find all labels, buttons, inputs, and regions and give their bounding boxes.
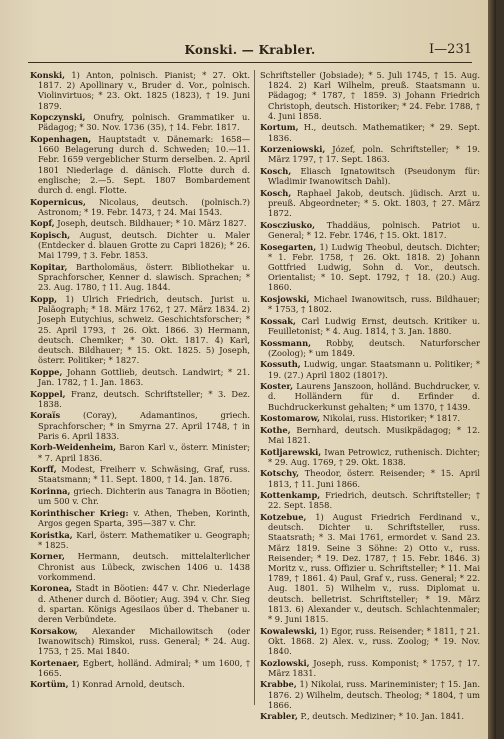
entry-text: H., deutsch. Mathematiker; * 29. Sept. 1836. xyxy=(268,122,480,143)
entry-text: Raphael Jakob, deutsch. jüdisch. Arzt u. preuß. Abgeordneter; * 5. Okt. 1803, † 27. März 1872. xyxy=(268,187,480,219)
entry-text: Iwan Petrowicz, ruthenisch. Dichter; * 29. Aug. 1769, † 29. Okt. 1838. xyxy=(268,446,480,467)
entry-text: Modest, Freiherr v. Schwäsing, Graf, russ. Staatsmann; * 11. Sept. 1800, † 14. Jan. 1876. xyxy=(38,464,250,485)
dictionary-entry xyxy=(30,70,250,111)
dictionary-entry xyxy=(30,508,250,528)
dictionary-entry xyxy=(30,262,250,293)
entry-text: 1) Ludwig Theobul, deutsch. Dichter; * 1. Febr. 1758, † 26. Okt. 1818. 2) Johann Gottfried Ludwig, Sohn d. Vor., deutsch. Orientalist; * 10. Sept. 1792, † 18. (20.) Aug. 1860. xyxy=(268,241,480,293)
dictionary-entry xyxy=(260,413,480,423)
entry-text: Baron Karl v., österr. Minister; * 7. April 1836. xyxy=(38,442,250,463)
entry-text: August, deutsch. Dichter u. Maler (Entdecker d. blauen Grotte zu Capri 1826); * 26. Mai 1799, † 3. Febr. 1853. xyxy=(38,230,250,261)
entry-headword: Kozlowski, xyxy=(260,657,310,668)
dictionary-entry xyxy=(30,551,250,582)
dictionary-entry xyxy=(260,447,480,467)
right-column xyxy=(260,70,480,722)
dictionary-entry xyxy=(260,658,480,678)
entry-text: Bartholomäus, österr. Bibliothekar u. Sprachforscher, Kenner d. slawisch. Sprachen; * 23. Aug. 1780, † 11. Aug. 1844. xyxy=(38,262,250,293)
entry-text: P., deutsch. Mediziner; * 10. Jan. 1841. xyxy=(297,711,465,722)
entry-headword: Krabbe, xyxy=(260,679,297,690)
entry-headword: Kossuth, xyxy=(260,359,301,370)
entry-headword: Korb-Weidenheim, xyxy=(30,442,117,453)
entry-text: Laurens Janszoon, holländ. Buchdrucker, v. d. Holländern für d. Erfinder d. Buchdruckerkunst gehalten; * um 1370, † 1439. xyxy=(268,381,480,412)
entry-headword: Kopf, xyxy=(30,218,55,229)
entry-text: Ludwig, ungar. Staatsmann u. Politiker; * 19. (27.) April 1802 (1801?). xyxy=(268,359,480,380)
dictionary-entry xyxy=(260,359,480,379)
entry-text: 1) Anton, polnisch. Pianist; * 27. Okt. 1817. 2) Apollinary v., Bruder d. Vor., polnisch. Violinvirtuos; * 23. Okt. 1825 (1823), † 19. Juni 1879. xyxy=(38,70,250,111)
dictionary-entry xyxy=(260,294,480,314)
entry-text: griech. Dichterin aus Tanagra in Böotien; um 500 v. Chr. xyxy=(38,486,250,507)
entry-headword: Kopenhagen, xyxy=(30,134,92,144)
dictionary-entry xyxy=(30,658,250,678)
dictionary-entry xyxy=(30,626,250,657)
entry-headword: Koscziusko, xyxy=(260,219,316,230)
entry-text: Friedrich, deutsch. Schriftsteller; † 22. Sept. 1858. xyxy=(268,490,480,511)
entry-text: Egbert, holländ. Admiral; * um 1600, † 1665. xyxy=(38,657,250,678)
entry-headword: Kostomarow, xyxy=(260,413,321,424)
entry-text: Nicolaus, deutsch. (polnisch.?) Astronom; * 19. Febr. 1473, † 24. Mai 1543. xyxy=(38,196,250,217)
dictionary-entry xyxy=(260,338,480,358)
entry-headword: Kotschy, xyxy=(260,468,300,479)
entry-text: Robby, deutsch. Naturforscher (Zoolog); * um 1849. xyxy=(268,337,480,358)
entry-headword: Kortüm, xyxy=(30,679,69,690)
dictionary-entry xyxy=(260,122,480,142)
dictionary-entry xyxy=(30,442,250,462)
entry-headword: Krabler, xyxy=(260,711,298,722)
dictionary-entry xyxy=(30,530,250,550)
entry-headword: Koronea, xyxy=(30,583,73,594)
entry-text: 1) August Friedrich Ferdinand v., deutsch. Dichter u. Schriftsteller, russ. Staatsrath; * 3. Mai 1761, ermordet v. Sand 23. März 1819. Seine 3 Söhne: 2) Otto v., russ. Reisender; * 19. Dez. 1787, † 15. Febr. 1846. 3) Moritz v., russ. Offizier u. Schriftsteller; * 11. Mai 1789, † 1861. 4) Paul, Graf v., russ. General; * 22. Aug. 1801. 5) Wilhelm v., russ. Diplomat u. deutsch. belletrist. Schriftsteller; * 19. März 1813. 6) Alexander v., deutsch. Schlachtenmaler; * 9. Juni 1815. xyxy=(268,511,480,624)
entry-headword: Kopczynski, xyxy=(30,112,86,123)
column-divider xyxy=(254,70,255,705)
dictionary-entry xyxy=(260,468,480,488)
dictionary-entry xyxy=(260,711,480,721)
entry-headword: Konski, xyxy=(30,70,66,80)
entry-headword: Kosjowski, xyxy=(260,294,310,304)
dictionary-entry xyxy=(30,230,250,261)
dictionary-entry xyxy=(260,242,480,293)
entry-headword: Kossmann, xyxy=(260,337,312,348)
entry-text: Michael Iwanowitsch, russ. Bildhauer; * 1753, † 1802. xyxy=(268,294,480,315)
dictionary-entry xyxy=(260,679,480,710)
entry-text: Nikolai, russ. Historiker; * 1817. xyxy=(320,413,461,424)
entry-text: 1) Ulrich Friedrich, deutsch. Jurist u. Paläograph; * 18. März 1762, † 27. März 1834. 2) Joseph Eutychius, schweiz. Geschichtsforscher; * 25. April 1793, † 26. Okt. 1866. 3) Hermann, deutsch. Chemiker; * 30. Okt. 1817. 4) Karl, deutsch. Bildhauer; * 15. Okt. 1825. 5) Joseph, österr. Politiker; * 1827. xyxy=(38,294,250,366)
page-header xyxy=(28,40,472,63)
dictionary-entry xyxy=(260,512,480,624)
entry-headword: Korsakow, xyxy=(30,625,78,636)
dictionary-entry xyxy=(30,679,250,689)
entry-headword: Kopitar, xyxy=(30,262,68,272)
dictionary-entry xyxy=(30,197,250,217)
entry-text: Johann Gottlieb, deutsch. Landwirt; * 21. Jan. 1782, † 1. Jan. 1863. xyxy=(38,366,250,388)
entry-text: Hauptstadt v. Dänemark: 1658—1660 Belagerung durch d. Schweden; 10.—11. Febr. 1659 vergeblicher Sturm derselben. 2. April 1801 Niederlage d. dänisch. Flotte durch d. englische; 2.—5. Sept. 1807 Bombardement durch d. engl. Flotte. xyxy=(38,134,250,196)
entry-headword: Kowalewski, xyxy=(260,625,318,636)
dictionary-entry xyxy=(30,464,250,484)
dictionary-entry xyxy=(30,294,250,365)
entry-headword: Koppel, xyxy=(30,388,66,399)
dictionary-entry xyxy=(30,583,250,624)
entry-headword: Korner, xyxy=(30,551,65,562)
entry-text: Hermann, deutsch. mittelalterlicher Chronist aus Lübeck, zwischen 1406 u. 1438 vorkommend. xyxy=(38,551,250,582)
dictionary-entry xyxy=(260,70,480,121)
dictionary-entry xyxy=(30,112,250,132)
entry-text: Joseph, russ. Komponist; * 1757, † 17. März 1831. xyxy=(268,657,480,678)
entry-headword: Kosegarten, xyxy=(260,241,317,252)
text-columns xyxy=(30,70,480,722)
dictionary-entry xyxy=(30,410,250,441)
dictionary-entry xyxy=(260,166,480,186)
entry-headword: Koristka, xyxy=(30,529,73,540)
entry-headword: Korff, xyxy=(30,464,57,475)
entry-headword: Korinna, xyxy=(30,486,71,496)
entry-headword: Koppe, xyxy=(30,366,63,377)
dictionary-entry xyxy=(260,188,480,219)
dictionary-entry xyxy=(260,316,480,336)
entry-headword: Kortenaer, xyxy=(30,657,80,668)
dictionary-entry xyxy=(260,381,480,412)
entry-headword: Koraïs xyxy=(30,410,61,421)
running-title: Konski. — Krabler. xyxy=(184,43,316,57)
entry-headword: Kopp, xyxy=(30,294,58,304)
entry-headword: Kotljarewski, xyxy=(260,446,322,457)
entry-text: Eliasch Ignatowitsch (Pseudonym für: Wladimir Iwanowitsch Dahl). xyxy=(268,166,480,187)
dictionary-entry xyxy=(260,425,480,445)
entry-headword: Korzeniowski, xyxy=(260,144,326,155)
entry-text: Theodor, österr. Reisender; * 15. April 1813, † 11. Juni 1866. xyxy=(268,468,480,489)
entry-headword: Kopisch, xyxy=(30,230,71,240)
dictionary-entry xyxy=(260,220,480,240)
entry-text: 1) Egor, russ. Reisender; * 1811, † 21. Okt. 1868. 2) Alex. v., russ. Zoolog; * 19. Nov. 1840. xyxy=(268,625,480,656)
entry-text: Stadt in Böotien: 447 v. Chr. Niederlage d. Athener durch d. Böotier; Aug. 394 v. Chr. Sieg d. spartan. Königs Agesilaos über d. Thebaner u. deren Verbündete. xyxy=(38,583,250,624)
entry-headword: Kothe, xyxy=(260,424,291,435)
dictionary-entry xyxy=(30,218,250,228)
entry-headword: Kossak, xyxy=(260,315,296,326)
entry-headword: Kottenkamp, xyxy=(260,490,321,501)
entry-headword: Korinthischer Krieg: xyxy=(30,507,129,518)
entry-text: Onufry, polnisch. Grammatiker u. Pädagog; * 30. Nov. 1736 (35), † 14. Febr. 1817. xyxy=(38,112,250,133)
page-number: I—231 xyxy=(429,42,472,57)
entry-text: Bernhard, deutsch. Musikpädagog; * 12. Mai 1821. xyxy=(268,424,480,445)
entry-headword: Kopernicus, xyxy=(30,196,86,207)
page-edge-shadow xyxy=(488,0,496,739)
entry-text: (Coray), Adamantinos, griech. Sprachforscher; * in Smyrna 27. April 1748, † in Paris 6. April 1833. xyxy=(38,410,250,441)
entry-headword: Kotzebue, xyxy=(260,511,307,522)
dictionary-entry xyxy=(260,144,480,164)
entry-headword: Koster, xyxy=(260,381,294,392)
entry-text: Alexander Michailowitsch (oder Iwanowitsch) Rimskoi, russ. General; * 24. Aug. 1753, † 25. Mai 1840. xyxy=(38,625,250,656)
dictionary-entry xyxy=(260,626,480,657)
entry-text: Franz, deutsch. Schriftsteller; * 3. Dez. 1838. xyxy=(38,388,250,409)
entry-text: Carl Ludwig Ernst, deutsch. Kritiker u. Feuilletonist; * 4. Aug. 1814, † 3. Jan. 1880. xyxy=(268,315,480,336)
entry-text: 1) Konrad Arnold, deutsch. xyxy=(68,679,185,690)
dictionary-entry xyxy=(30,389,250,409)
entry-text: 1) Nikolai, russ. Marineminister; † 15. Jan. 1876. 2) Wilhelm, deutsch. Theolog; * 1804, † um 1866. xyxy=(268,679,480,710)
entry-text: Karl, österr. Mathematiker u. Geograph; * 1825. xyxy=(38,529,250,550)
entry-headword: Kosch, xyxy=(260,187,292,198)
dictionary-entry xyxy=(30,367,250,387)
dictionary-entry xyxy=(260,490,480,510)
entry-headword: Kosch, xyxy=(260,166,292,176)
dictionary-entry xyxy=(30,134,250,195)
entry-text: v. Athen, Theben, Korinth, Argos gegen Sparta, 395—387 v. Chr. xyxy=(38,507,251,528)
entry-text: Schriftsteller (Jobsiade); * 5. Juli 1745, † 15. Aug. 1824. 2) Karl Wilhelm, preuß. Staatsmann u. Pädagog; * 1787, † 1859. 3) Johann Friedrich Christoph, deutsch. Historiker; * 24. Febr. 1788, † 4. Juni 1858. xyxy=(260,70,480,121)
entry-text: Józef, poln. Schriftsteller; * 19. März 1797, † 17. Sept. 1863. xyxy=(268,144,480,165)
entry-text: Joseph, deutsch. Bildhauer; * 10. März 1827. xyxy=(54,218,247,229)
left-column xyxy=(30,70,250,710)
dictionary-entry xyxy=(30,486,250,506)
entry-text: Thaddäus, polnisch. Patriot u. General; * 12. Febr. 1746, † 15. Okt. 1817. xyxy=(268,219,480,240)
entry-headword: Kortum, xyxy=(260,122,299,133)
